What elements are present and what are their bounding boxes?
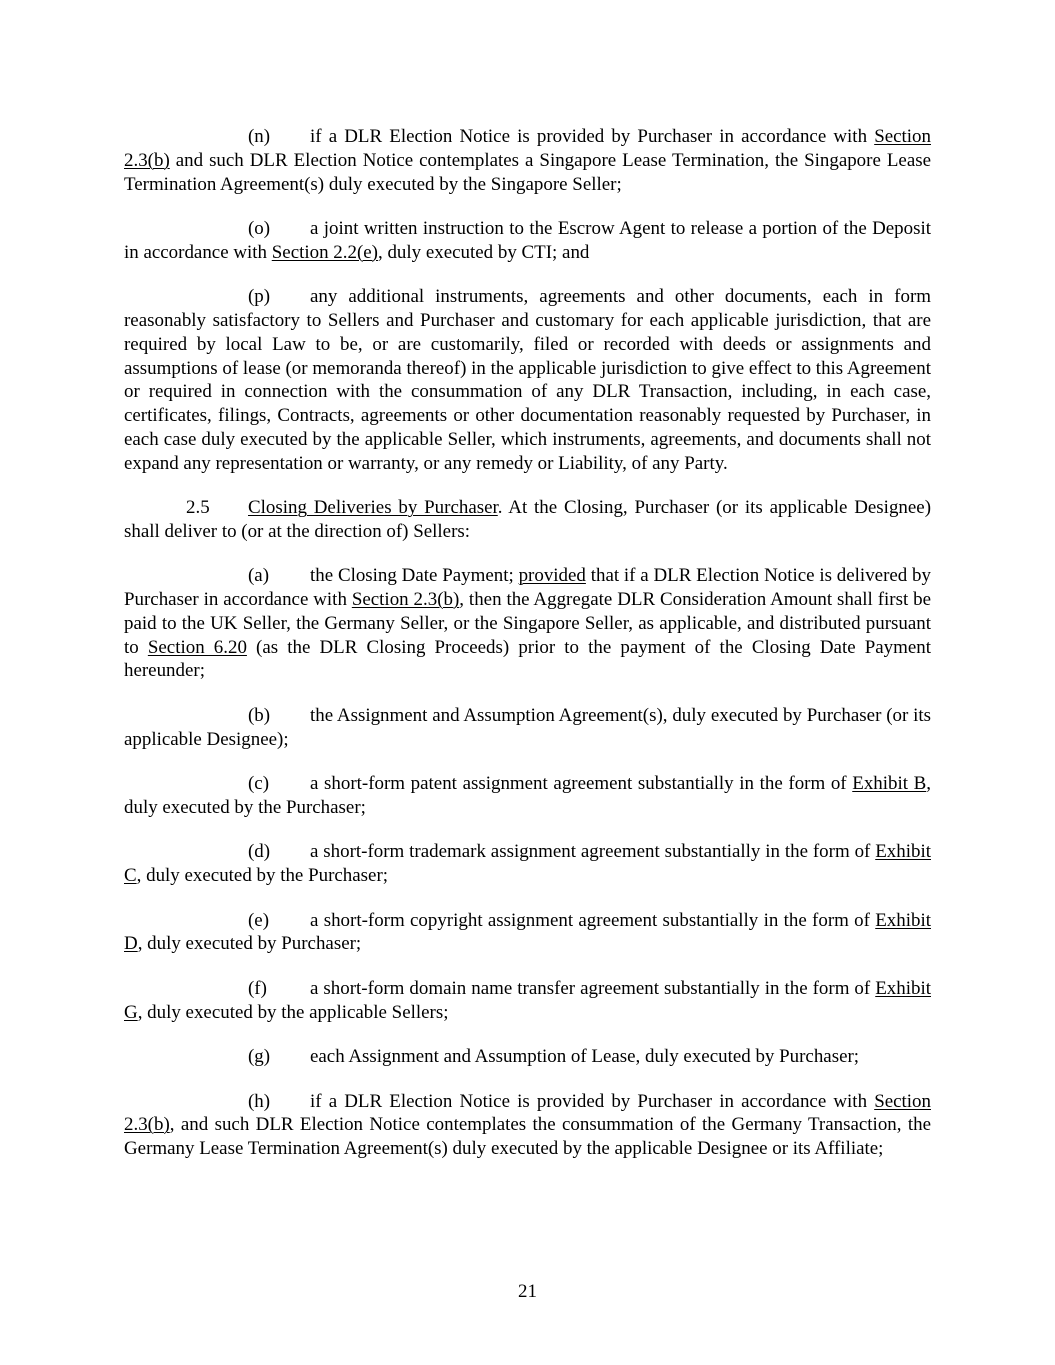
clause-text: any additional instruments, agreements and other documents, each in form reasonably satisfactory to Sellers and Purchaser and customary for each applicable jurisdiction, that are required by local Law to be, or are customarily, filed or recorded with deeds or assignments and assumptions of lease (or memoranda thereof) in the applicable jurisdiction to give effect to this Agreement or required in connection with the consummation of any DLR Transaction, including, in each case, certificates, filings, Contracts, agreements or other documentation reasonably requested by Purchaser, in each case duly executed by the applicable Seller, which instruments, agreements, and documents shall not expand any representation or warranty, or any remedy or Liability, of any Party. [124,286,931,474]
clause-text: , duly executed by the Purchaser; [136,865,389,886]
clause-text: the Closing Date Payment; [310,565,519,587]
cross-reference: Section 2.2(e) [271,241,378,263]
clause-o [124,217,931,265]
exhibit-reference: Exhibit C [124,841,931,886]
delivery-h [124,1090,931,1161]
cross-reference: Section 2.3(b) [124,126,931,171]
section-2-5 [124,496,931,544]
delivery-e [124,909,931,957]
defined-term-provided: provided [518,565,586,587]
clause-marker: (a) [248,565,270,587]
cross-reference: Section 6.20 [147,636,247,658]
clause-text: if a DLR Election Notice is provided by Purchaser in accordance with [310,126,875,147]
section-heading: Closing Deliveries by Purchaser [248,497,498,518]
clause-marker: (p) [248,286,271,308]
clause-p [124,285,931,475]
section-number: 2.5 [186,497,210,518]
clause-text: if a DLR Election Notice is provided by Purchaser in accordance with [310,1090,875,1112]
clause-text: each Assignment and Assumption of Lease, duly executed by Purchaser; [310,1046,860,1067]
page-number: 21 [518,1281,537,1302]
clause-text: (as the DLR Closing Proceeds) prior to the payment of the Closing Date Payment hereunder; [124,636,931,682]
clause-marker: (d) [248,841,271,863]
clause-marker: (f) [248,977,267,999]
clause-text: the Assignment and Assumption Agreement(s), duly executed by Purchaser (or its applicable Designee); [124,704,931,750]
clause-text: , then the Aggregate DLR Consideration Amount shall first be paid to the UK Seller, the Germany Seller, or the Singapore Seller, as applicable, and distributed pursuant to [124,589,932,658]
clause-marker: (c) [248,773,270,794]
delivery-c [124,772,931,820]
delivery-f [124,977,931,1025]
clause-text: , duly executed by the Purchaser; [124,773,932,818]
section-text: . At the Closing, Purchaser (or its applicable Designee) shall deliver to (or at the direction of) Sellers: [124,497,931,542]
clause-text: a short-form patent assignment agreement substantially in the form of [310,773,853,794]
clause-marker: (o) [248,218,271,239]
delivery-g [124,1045,931,1069]
clause-marker: (e) [248,909,270,931]
clause-marker: (g) [248,1046,271,1067]
clause-text: a joint written instruction to the Escrow Agent to release a portion of the Deposit in accordance with [124,218,931,263]
clause-text: a short-form copyright assignment agreement substantially in the form of [310,909,876,931]
document-body [124,125,931,1182]
exhibit-reference: Exhibit D [124,909,931,955]
delivery-b [124,704,931,752]
clause-text: , and such DLR Election Notice contemplates the consummation of the Germany Transaction, the Germany Lease Termination Agreement(s) duly executed by the applicable Designee or its Affiliate; [124,1114,931,1159]
clause-n [124,125,931,196]
exhibit-reference: Exhibit G [124,977,931,1023]
clause-text: , duly executed by CTI; and [377,241,590,263]
cross-reference: Section 2.3(b) [124,1090,931,1136]
clause-text: and such DLR Election Notice contemplates a Singapore Lease Termination, the Singapore Lease Termination Agreement(s) duly executed by the Singapore Seller; [124,149,931,195]
clause-text: , duly executed by the applicable Sellers; [137,1001,449,1023]
clause-marker: (b) [248,704,271,726]
cross-reference: Section 2.3(b) [351,589,460,610]
clause-marker: (n) [248,126,271,147]
delivery-d [124,840,931,888]
clause-text: that if a DLR Election Notice is delivered by Purchaser in accordance with [124,565,931,610]
exhibit-reference: Exhibit B [852,773,927,794]
clause-text: a short-form trademark assignment agreement substantially in the form of [310,841,876,863]
clause-text: a short-form domain name transfer agreement substantially in the form of [310,977,876,999]
clause-text: , duly executed by Purchaser; [137,933,362,955]
delivery-a [124,564,931,683]
clause-marker: (h) [248,1090,271,1112]
